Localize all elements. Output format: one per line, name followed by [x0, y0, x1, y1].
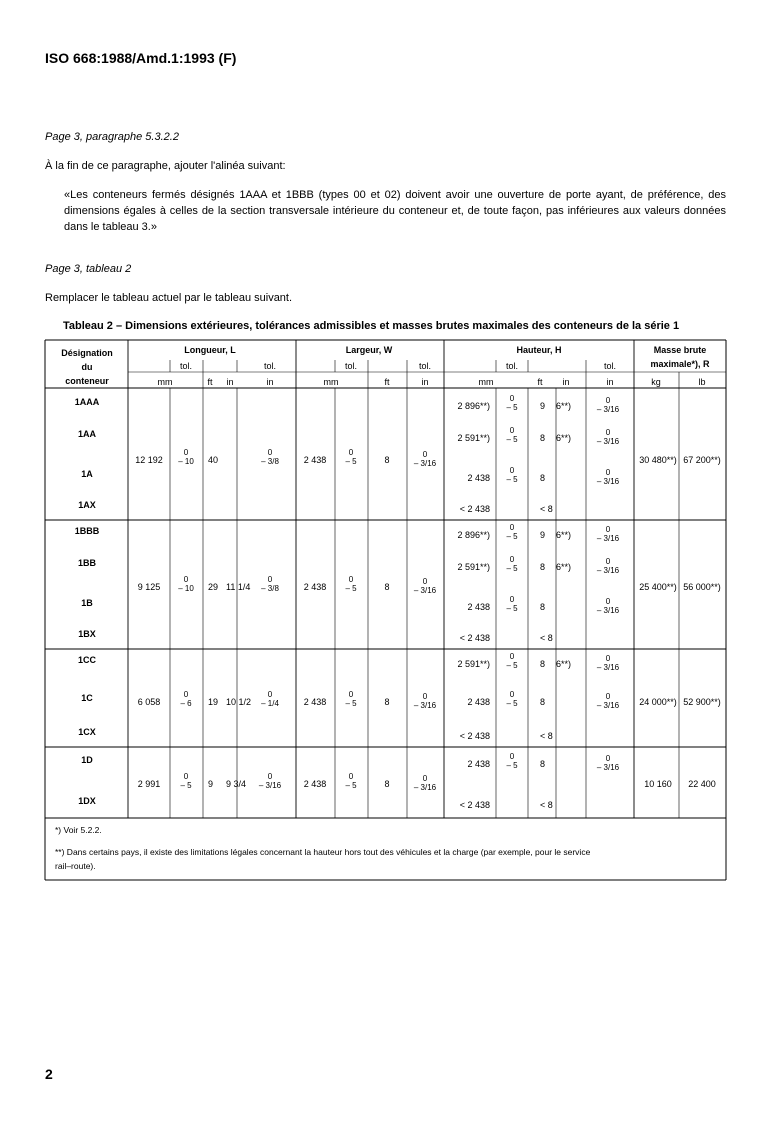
height-mm: < 2 438: [459, 633, 490, 643]
length-mm: 9 125: [137, 582, 161, 592]
height-ft: 8: [540, 602, 546, 612]
height-mm: 2 896**): [457, 530, 490, 540]
unit-ft: ft: [207, 377, 213, 387]
width-tol-mm-lower: – 5: [345, 699, 357, 708]
unit-in: in: [606, 377, 614, 387]
header-tol: tol.: [418, 361, 432, 371]
width-tol-in-upper: 0: [422, 692, 428, 701]
height-tol-in-lower: – 3/16: [596, 566, 620, 575]
header-height: Hauteur, H: [516, 345, 562, 355]
height-mm: 2 438: [467, 759, 490, 769]
height-tol-mm-lower: – 5: [506, 699, 518, 708]
height-tol-mm-upper: 0: [509, 555, 515, 564]
height-ft: 9: [540, 530, 546, 540]
length-tol-mm-lower: – 10: [178, 457, 194, 466]
footnote-2-cont: rail–route).: [55, 861, 96, 871]
width-tol-in-lower: – 3/16: [413, 586, 437, 595]
unit-mm: mm: [478, 377, 494, 387]
instruction-1: À la fin de ce paragraphe, ajouter l'alinéa suivant:: [45, 160, 286, 172]
width-ft: 8: [384, 455, 390, 465]
width-mm: 2 438: [303, 697, 327, 707]
length-tol-mm-lower: – 6: [180, 699, 192, 708]
length-tol-mm-lower: – 10: [178, 584, 194, 593]
length-tol-in-upper: 0: [267, 448, 273, 457]
length-tol-mm-upper: 0: [183, 448, 189, 457]
height-mm: 2 591**): [457, 562, 490, 572]
designation-1BBB: 1BBB: [74, 526, 100, 536]
header-designation: du: [81, 362, 93, 372]
width-tol-in-lower: – 3/16: [413, 459, 437, 468]
height-ft: 8: [540, 659, 546, 669]
height-mm: < 2 438: [459, 800, 490, 810]
height-tol-mm-upper: 0: [509, 690, 515, 699]
height-mm: 2 438: [467, 697, 490, 707]
height-tol-mm-upper: 0: [509, 394, 515, 403]
height-ft: 8: [540, 697, 546, 707]
height-tol-in-lower: – 3/16: [596, 437, 620, 446]
mass-lb: 22 400: [688, 779, 716, 789]
height-in: 6**): [556, 562, 572, 572]
height-tol-in-lower: – 3/16: [596, 663, 620, 672]
length-tol-mm-lower: – 5: [180, 781, 192, 790]
height-ft: < 8: [540, 633, 553, 643]
height-tol-in-lower: – 3/16: [596, 763, 620, 772]
header-tol: tol.: [603, 361, 617, 371]
height-ft: 8: [540, 562, 546, 572]
length-mm: 12 192: [135, 455, 163, 465]
unit-kg: kg: [651, 377, 661, 387]
unit-in: in: [421, 377, 429, 387]
unit-lb: lb: [698, 377, 706, 387]
designation-1A: 1A: [81, 469, 93, 479]
mass-kg: 10 160: [644, 779, 672, 789]
height-tol-in-lower: – 3/16: [596, 701, 620, 710]
height-tol-in-upper: 0: [605, 557, 611, 566]
designation-1DX: 1DX: [78, 796, 96, 806]
height-tol-mm-upper: 0: [509, 426, 515, 435]
height-tol-in-upper: 0: [605, 692, 611, 701]
height-tol-mm-upper: 0: [509, 652, 515, 661]
length-tol-mm-upper: 0: [183, 690, 189, 699]
height-tol-in-upper: 0: [605, 468, 611, 477]
height-in: 6**): [556, 433, 572, 443]
instruction-2: Remplacer le tableau actuel par le tableau suivant.: [45, 292, 293, 304]
mass-lb: 52 900**): [683, 697, 721, 707]
length-ft: 19: [208, 697, 219, 707]
length-mm: 6 058: [137, 697, 161, 707]
height-tol-mm-lower: – 5: [506, 403, 518, 412]
height-ft: 8: [540, 759, 546, 769]
height-in: 6**): [556, 659, 572, 669]
height-tol-in-upper: 0: [605, 428, 611, 437]
width-tol-in-upper: 0: [422, 450, 428, 459]
table-caption: Tableau 2 – Dimensions extérieures, tolérances admissibles et masses brutes maximales des conteneurs de la série 1: [63, 320, 680, 332]
height-tol-mm-lower: – 5: [506, 564, 518, 573]
height-tol-in-lower: – 3/16: [596, 477, 620, 486]
height-ft: 8: [540, 433, 546, 443]
length-mm: 2 991: [137, 779, 161, 789]
height-tol-in-upper: 0: [605, 525, 611, 534]
length-tol-in-lower: – 3/8: [261, 457, 279, 466]
width-tol-in-upper: 0: [422, 577, 428, 586]
header-designation: Désignation: [61, 348, 113, 358]
designation-1BB: 1BB: [77, 558, 97, 568]
header-width: Largeur, W: [345, 345, 393, 355]
width-tol-mm-lower: – 5: [345, 457, 357, 466]
height-tol-mm-lower: – 5: [506, 661, 518, 670]
width-tol-mm-upper: 0: [348, 772, 354, 781]
unit-mm: mm: [157, 377, 173, 387]
length-tol-in-lower: – 3/8: [261, 584, 279, 593]
unit-in: in: [226, 377, 234, 387]
height-tol-mm-lower: – 5: [506, 532, 518, 541]
width-tol-mm-upper: 0: [348, 448, 354, 457]
length-tol-in-upper: 0: [267, 772, 273, 781]
height-ft: < 8: [540, 800, 553, 810]
height-ft: < 8: [540, 731, 553, 741]
document-header: ISO 668:1988/Amd.1:1993 (F): [45, 50, 237, 66]
height-tol-mm-upper: 0: [509, 466, 515, 475]
length-in: 10 1/2: [226, 697, 252, 707]
length-tol-in-lower: – 3/16: [258, 781, 282, 790]
quoted-paragraph: «Les conteneurs fermés désignés 1AAA et 1BBB (types 00 et 02) doivent avoir une ouverture de porte ayant, de préférence, des dimensions égales à celles de la section transversale intérieure du conteneur et, de toute façon, pas inférieures aux valeurs données dans le tableau 3.»: [64, 189, 726, 233]
header-mass: maximale*), R: [650, 359, 710, 369]
height-tol-mm-upper: 0: [509, 523, 515, 532]
height-ft: 8: [540, 473, 546, 483]
unit-in: in: [266, 377, 274, 387]
designation-1B: 1B: [81, 598, 93, 608]
length-in: 9 3/4: [226, 779, 247, 789]
length-ft: 40: [208, 455, 219, 465]
unit-ft: ft: [384, 377, 390, 387]
header-tol: tol.: [179, 361, 193, 371]
width-mm: 2 438: [303, 779, 327, 789]
width-tol-in-upper: 0: [422, 774, 428, 783]
header-length: Longueur, L: [184, 345, 236, 355]
page-number: 2: [45, 1066, 53, 1082]
height-tol-mm-upper: 0: [509, 595, 515, 604]
designation-1CC: 1CC: [77, 655, 97, 665]
footnote-1: *) Voir 5.2.2.: [55, 825, 102, 835]
height-tol-in-lower: – 3/16: [596, 405, 620, 414]
height-tol-in-upper: 0: [605, 754, 611, 763]
length-tol-mm-upper: 0: [183, 772, 189, 781]
designation-1BX: 1BX: [78, 629, 96, 639]
width-ft: 8: [384, 582, 390, 592]
height-tol-in-upper: 0: [605, 654, 611, 663]
width-tol-in-lower: – 3/16: [413, 783, 437, 792]
height-ft: < 8: [540, 504, 553, 514]
height-in: 6**): [556, 401, 572, 411]
designation-1AA: 1AA: [77, 429, 97, 439]
designation-1CX: 1CX: [78, 727, 96, 737]
width-tol-mm-upper: 0: [348, 690, 354, 699]
height-ft: 9: [540, 401, 546, 411]
width-ft: 8: [384, 697, 390, 707]
height-tol-in-lower: – 3/16: [596, 534, 620, 543]
header-designation: conteneur: [65, 376, 109, 386]
height-tol-mm-lower: – 5: [506, 604, 518, 613]
height-tol-in-upper: 0: [605, 396, 611, 405]
mass-kg: 25 400**): [639, 582, 677, 592]
length-tol-mm-upper: 0: [183, 575, 189, 584]
footnote-2: **) Dans certains pays, il existe des limitations légales concernant la hauteur hors tout des véhicules et la charge (par exemple, pour le service: [55, 847, 591, 857]
width-tol-mm-upper: 0: [348, 575, 354, 584]
height-tol-in-upper: 0: [605, 597, 611, 606]
length-tol-in-upper: 0: [267, 690, 273, 699]
width-tol-in-lower: – 3/16: [413, 701, 437, 710]
header-tol: tol.: [344, 361, 358, 371]
length-tol-in-lower: – 1/4: [261, 699, 279, 708]
length-ft: 9: [208, 779, 214, 789]
height-in: 6**): [556, 530, 572, 540]
height-tol-in-lower: – 3/16: [596, 606, 620, 615]
mass-kg: 24 000**): [639, 697, 677, 707]
length-ft: 29: [208, 582, 219, 592]
header-tol: tol.: [263, 361, 277, 371]
unit-mm: mm: [323, 377, 339, 387]
height-mm: 2 591**): [457, 659, 490, 669]
page-reference-1: Page 3, paragraphe 5.3.2.2: [45, 131, 179, 143]
designation-1D: 1D: [81, 755, 93, 765]
width-mm: 2 438: [303, 582, 327, 592]
header-mass: Masse brute: [653, 345, 707, 355]
length-in: 11 1/4: [226, 582, 251, 592]
designation-1AAA: 1AAA: [74, 397, 100, 407]
height-tol-mm-lower: – 5: [506, 435, 518, 444]
height-mm: < 2 438: [459, 731, 490, 741]
height-mm: 2 438: [467, 473, 490, 483]
mass-lb: 67 200**): [683, 455, 721, 465]
width-ft: 8: [384, 779, 390, 789]
height-tol-mm-lower: – 5: [506, 475, 518, 484]
width-tol-mm-lower: – 5: [345, 781, 357, 790]
length-tol-in-upper: 0: [267, 575, 273, 584]
width-mm: 2 438: [303, 455, 327, 465]
height-tol-mm-upper: 0: [509, 752, 515, 761]
height-tol-mm-lower: – 5: [506, 761, 518, 770]
header-tol: tol.: [505, 361, 519, 371]
width-tol-mm-lower: – 5: [345, 584, 357, 593]
mass-kg: 30 480**): [639, 455, 677, 465]
designation-1C: 1C: [81, 693, 93, 703]
height-mm: 2 438: [467, 602, 490, 612]
unit-in: in: [562, 377, 570, 387]
unit-ft: ft: [537, 377, 543, 387]
height-mm: < 2 438: [459, 504, 490, 514]
mass-lb: 56 000**): [683, 582, 721, 592]
designation-1AX: 1AX: [78, 500, 96, 510]
height-mm: 2 591**): [457, 433, 490, 443]
height-mm: 2 896**): [457, 401, 490, 411]
page-reference-2: Page 3, tableau 2: [45, 263, 132, 275]
